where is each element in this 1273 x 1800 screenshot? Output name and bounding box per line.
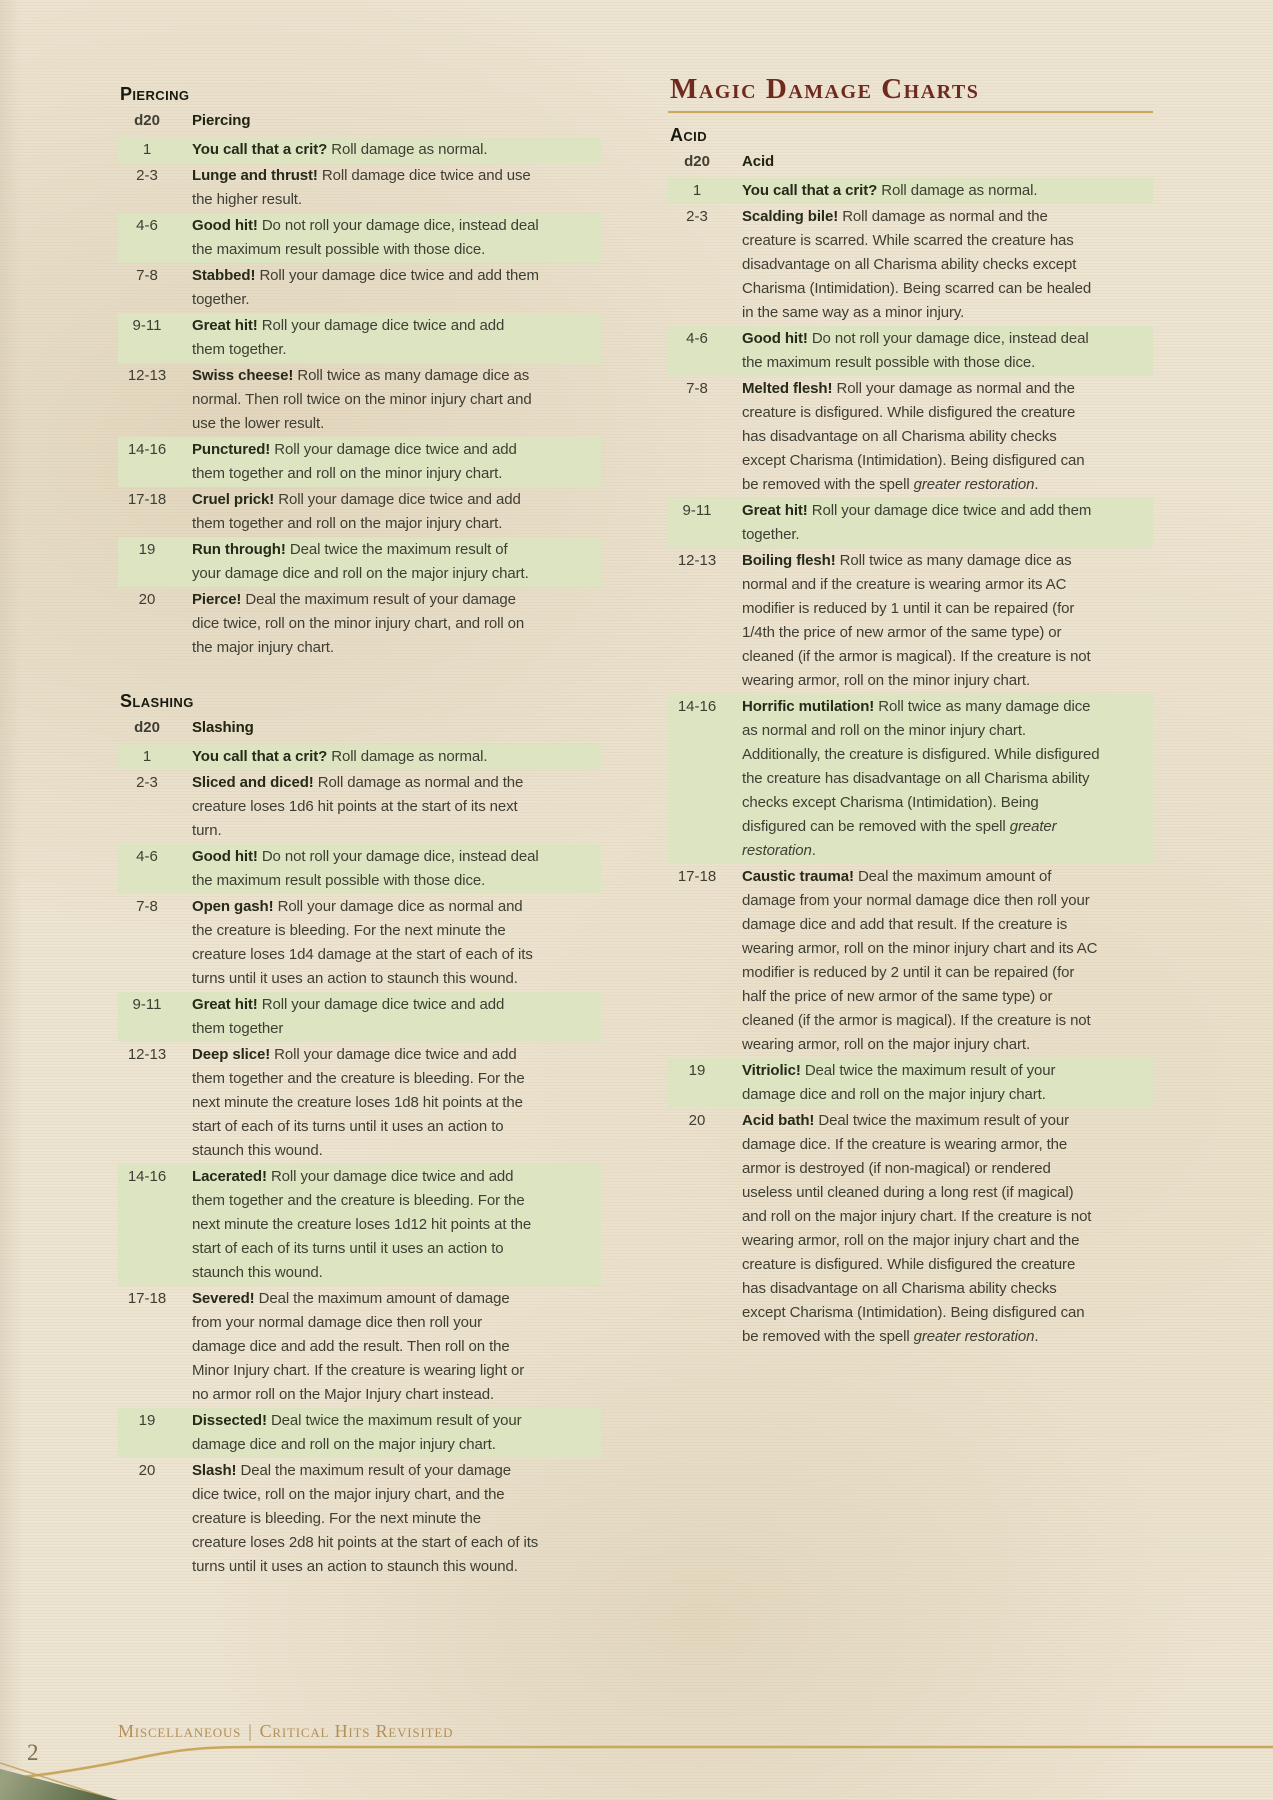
result-description <box>742 205 1153 325</box>
result-text: Roll your damage dice twice and add them together. <box>742 502 1092 543</box>
section-label-slashing: Slashing <box>120 691 194 711</box>
result-description <box>742 499 1153 547</box>
column-header-piercing: Piercing <box>192 112 251 129</box>
dice-range: 2-3 <box>686 208 708 225</box>
dice-range: 9-11 <box>682 502 712 519</box>
table-row <box>668 1108 1153 1350</box>
dice-range: 14-16 <box>677 698 717 715</box>
table-row <box>118 1408 601 1458</box>
result-description <box>742 1109 1153 1349</box>
result-text: Roll twice as many damage dice as normal. Then roll twice on the minor injury chart and use the lower result. <box>192 367 532 432</box>
result-title: Boiling flesh! <box>742 552 836 569</box>
dice-range: 2-3 <box>136 774 158 791</box>
dice-range: 7-8 <box>136 267 158 284</box>
result-title: Slash! <box>192 1462 237 1479</box>
result-title: You call that a crit? <box>742 182 878 199</box>
table-row <box>118 992 601 1042</box>
dice-range: 19 <box>688 1062 706 1079</box>
corner-ornament <box>0 1762 118 1800</box>
result-description <box>192 1287 601 1407</box>
result-description <box>192 488 601 536</box>
result-text: Roll damage as normal. <box>877 182 1038 199</box>
result-text: Do not roll your damage dice, instead deal the maximum result possible with those dice. <box>192 217 539 258</box>
result-text: . <box>1034 1328 1039 1345</box>
table-row <box>118 313 601 363</box>
result-title: Pierce! <box>192 591 242 608</box>
result-description <box>192 164 601 212</box>
result-title: Dissected! <box>192 1412 267 1429</box>
spell-name: greater restoration <box>742 818 1057 859</box>
result-title: Swiss cheese! <box>192 367 294 384</box>
column-header-acid: Acid <box>742 153 775 170</box>
result-title: Run through! <box>192 541 286 558</box>
table-row <box>668 204 1153 326</box>
acid-table-section <box>668 125 1153 1350</box>
section-label-acid: Acid <box>670 125 707 145</box>
result-description <box>192 264 601 312</box>
result-text: Roll your damage dice twice and add them together and roll on the major injury chart. <box>192 491 521 532</box>
result-text: Deal twice the maximum result of your damage dice. If the creature is wearing armor, the armor is destroyed (if non-magical) or rendered useless until cleaned during a long rest (if magical) and roll on the major injury chart. If the creature is not wearing armor, roll on the major injury chart and the creature is disfigured. While disfigured the creature has disadvantage on all Charisma ability checks except Charisma (Intimidation). Being disfigured can be removed with the spell <box>742 1112 1092 1345</box>
dice-range: 20 <box>138 591 156 608</box>
slashing-table-section <box>118 691 601 1580</box>
result-text: Deal the maximum result of your damage dice twice, roll on the major injury chart, and the creature is bleeding. For the next minute the creature loses 2d8 hit points at the start of each of its turns until it uses an action to staunch this wound. <box>192 1462 539 1575</box>
table-row <box>118 537 601 587</box>
table-row <box>118 894 601 992</box>
footer-rule-ornament <box>0 1738 1273 1800</box>
column-header-slashing: Slashing <box>192 719 254 736</box>
result-title: Stabbed! <box>192 267 256 284</box>
result-text: Roll your damage dice twice and add them together and the creature is bleeding. For the next minute the creature loses 1d8 hit points at the start of each of its turns until it uses an action to staunch this wound. <box>192 1046 525 1159</box>
section-label-piercing: Piercing <box>120 84 190 104</box>
piercing-table-section <box>118 84 601 661</box>
result-description <box>192 138 601 162</box>
dice-range: 17-18 <box>127 1290 167 1307</box>
result-text: Do not roll your damage dice, instead deal the maximum result possible with those dice. <box>742 330 1089 371</box>
result-text: Roll your damage dice twice and add them together. <box>192 317 505 358</box>
result-title: Horrific mutilation! <box>742 698 875 715</box>
dice-range: 20 <box>688 1112 706 1129</box>
table-header-row <box>118 715 601 744</box>
result-title: Acid bath! <box>742 1112 815 1129</box>
footer <box>118 1721 453 1742</box>
result-title: Lacerated! <box>192 1168 267 1185</box>
result-text: Roll twice as many damage dice as normal and if the creature is wearing armor its AC modifier is reduced by 1 until it can be repaired (for 1/4th the price of new armor of the same type) or cleaned (if the armor is magical). If the creature is not wearing armor, roll on the minor injury chart. <box>742 552 1091 689</box>
table-row <box>118 1042 601 1164</box>
result-title: You call that a crit? <box>192 141 328 158</box>
table-row <box>668 326 1153 376</box>
result-text: Deal the maximum amount of damage from your normal damage dice then roll your damage dice and add the result. Then roll on the Minor Injury chart. If the creature is wearing light or no armor roll on the Major Injury chart instead. <box>192 1290 525 1403</box>
result-description <box>192 745 601 769</box>
result-description <box>192 364 601 436</box>
table-row <box>118 770 601 844</box>
table-row <box>118 437 601 487</box>
result-title: Cruel prick! <box>192 491 275 508</box>
result-title: You call that a crit? <box>192 748 328 765</box>
table-row <box>118 263 601 313</box>
table-row <box>118 744 601 770</box>
spell-name: greater restoration <box>913 1328 1035 1345</box>
dice-range: 19 <box>138 541 156 558</box>
result-description <box>192 1459 601 1579</box>
result-text: . <box>1034 476 1039 493</box>
column-header-d20: d20 <box>134 719 160 736</box>
result-description <box>192 314 601 362</box>
result-text: Roll your damage dice twice and add them together and roll on the minor injury chart. <box>192 441 517 482</box>
table-body-piercing <box>118 137 601 661</box>
right-column <box>668 74 1153 1350</box>
table-body-acid <box>668 178 1153 1350</box>
result-text: Deal the maximum result of your damage dice twice, roll on the minor injury chart, and roll on the major injury chart. <box>192 591 525 656</box>
result-description <box>192 538 601 586</box>
result-description <box>742 695 1153 863</box>
dice-range: 1 <box>692 182 702 199</box>
result-text: Roll your damage dice twice and add them together and the creature is bleeding. For the next minute the creature loses 1d12 hit points at the start of each of its turns until it uses an action to staunch this wound. <box>192 1168 532 1281</box>
table-row <box>118 213 601 263</box>
dice-range: 4-6 <box>136 217 158 234</box>
table-row <box>118 1458 601 1580</box>
result-title: Melted flesh! <box>742 380 833 397</box>
result-description <box>742 327 1153 375</box>
result-text: Roll your damage dice twice and add them together <box>192 996 505 1037</box>
dice-range: 9-11 <box>132 996 162 1013</box>
result-title: Great hit! <box>742 502 808 519</box>
result-text: Deal twice the maximum result of your damage dice and roll on the major injury chart. <box>192 1412 522 1453</box>
table-row <box>118 1286 601 1408</box>
result-description <box>192 438 601 486</box>
result-title: Good hit! <box>192 848 258 865</box>
result-title: Scalding bile! <box>742 208 839 225</box>
result-text: Roll your damage dice as normal and the creature is bleeding. For the next minute the creature loses 1d4 damage at the start of each of its turns until it uses an action to staunch this wound. <box>192 898 533 987</box>
column-header-d20: d20 <box>134 112 160 129</box>
table-row <box>118 163 601 213</box>
result-title: Vitriolic! <box>742 1062 801 1079</box>
dice-range: 1 <box>142 141 152 158</box>
dice-range: 1 <box>142 748 152 765</box>
dice-range: 14-16 <box>127 441 167 458</box>
dice-range: 4-6 <box>136 848 158 865</box>
dice-range: 2-3 <box>136 167 158 184</box>
result-description <box>192 1165 601 1285</box>
dice-range: 7-8 <box>136 898 158 915</box>
page-heading: Magic Damage Charts <box>668 74 1153 113</box>
result-text: Deal twice the maximum result of your damage dice and roll on the major injury chart. <box>192 541 529 582</box>
result-description <box>742 549 1153 693</box>
result-description <box>192 214 601 262</box>
table-row <box>118 363 601 437</box>
result-text: Roll damage as normal and the creature is scarred. While scarred the creature has disadvantage on all Charisma ability checks except Charisma (Intimidation). Being scarred can be healed in the same way as a minor injury. <box>742 208 1092 321</box>
result-title: Good hit! <box>192 217 258 234</box>
result-title: Great hit! <box>192 996 258 1013</box>
table-row <box>668 376 1153 498</box>
dice-range: 9-11 <box>132 317 162 334</box>
page-number: 2 <box>27 1740 39 1765</box>
result-description <box>192 895 601 991</box>
result-title: Severed! <box>192 1290 255 1307</box>
dice-range: 19 <box>138 1412 156 1429</box>
table-header-row <box>668 149 1153 178</box>
footer-separator: | <box>248 1721 253 1741</box>
result-title: Sliced and diced! <box>192 774 314 791</box>
table-row <box>118 587 601 661</box>
dice-range: 14-16 <box>127 1168 167 1185</box>
result-text: Do not roll your damage dice, instead deal the maximum result possible with those dice. <box>192 848 539 889</box>
table-row <box>118 137 601 163</box>
result-description <box>742 377 1153 497</box>
table-row <box>118 844 601 894</box>
result-description <box>742 865 1153 1057</box>
dice-range: 17-18 <box>127 491 167 508</box>
result-text: Roll damage as normal. <box>327 748 488 765</box>
table-row <box>668 548 1153 694</box>
table-header-row <box>118 108 601 137</box>
result-description <box>192 1043 601 1163</box>
result-description <box>192 1409 601 1457</box>
result-text: Roll damage as normal. <box>327 141 488 158</box>
table-row <box>668 1058 1153 1108</box>
table-row <box>118 487 601 537</box>
result-title: Deep slice! <box>192 1046 271 1063</box>
dice-range: 20 <box>138 1462 156 1479</box>
result-text: . <box>811 842 816 859</box>
dice-range: 4-6 <box>686 330 708 347</box>
result-title: Punctured! <box>192 441 271 458</box>
result-text: Deal twice the maximum result of your damage dice and roll on the major injury chart. <box>742 1062 1056 1103</box>
dice-range: 12-13 <box>127 367 167 384</box>
table-row <box>668 694 1153 864</box>
result-description <box>192 845 601 893</box>
result-title: Lunge and thrust! <box>192 167 318 184</box>
footer-section: Miscellaneous <box>118 1721 242 1741</box>
table-row <box>118 1164 601 1286</box>
dice-range: 12-13 <box>677 552 717 569</box>
table-row <box>668 178 1153 204</box>
result-title: Caustic trauma! <box>742 868 854 885</box>
dice-range: 17-18 <box>677 868 717 885</box>
result-text: Roll your damage as normal and the creature is disfigured. While disfigured the creature has disadvantage on all Charisma ability checks except Charisma (Intimidation). Being disfigured can be removed with the spell <box>742 380 1085 493</box>
result-text: Deal the maximum amount of damage from your normal damage dice then roll your damage dice and add that result. If the creature is wearing armor, roll on the minor injury chart and its AC modifier is reduced by 2 until it can be repaired (for half the price of new armor of the same type) or cleaned (if the armor is magical). If the creature is not wearing armor, roll on the major injury chart. <box>742 868 1098 1053</box>
result-title: Good hit! <box>742 330 808 347</box>
result-text: Roll your damage dice twice and add them together. <box>192 267 539 308</box>
result-description <box>192 993 601 1041</box>
footer-rule-line <box>0 1747 1273 1779</box>
result-title: Open gash! <box>192 898 274 915</box>
footer-title: Critical Hits Revisited <box>259 1721 454 1741</box>
spell-name: greater restoration <box>913 476 1035 493</box>
result-title: Great hit! <box>192 317 258 334</box>
result-text: Roll damage dice twice and use the higher result. <box>192 167 531 208</box>
result-description <box>192 588 601 660</box>
table-body-slashing <box>118 744 601 1580</box>
dice-range: 12-13 <box>127 1046 167 1063</box>
table-row <box>668 498 1153 548</box>
result-description <box>192 771 601 843</box>
dice-range: 7-8 <box>686 380 708 397</box>
column-header-d20: d20 <box>684 153 710 170</box>
table-row <box>668 864 1153 1058</box>
result-text: Roll twice as many damage dice as normal and roll on the minor injury chart. Additionally, the creature is disfigured. While disfigured the creature has disadvantage on all Charisma ability checks except Charisma (Intimidation). Being disfigured can be removed with the spell <box>742 698 1100 835</box>
result-description <box>742 1059 1153 1107</box>
result-text: Roll damage as normal and the creature loses 1d6 hit points at the start of its next turn. <box>192 774 524 839</box>
left-column <box>118 84 601 1580</box>
result-description <box>742 179 1153 203</box>
